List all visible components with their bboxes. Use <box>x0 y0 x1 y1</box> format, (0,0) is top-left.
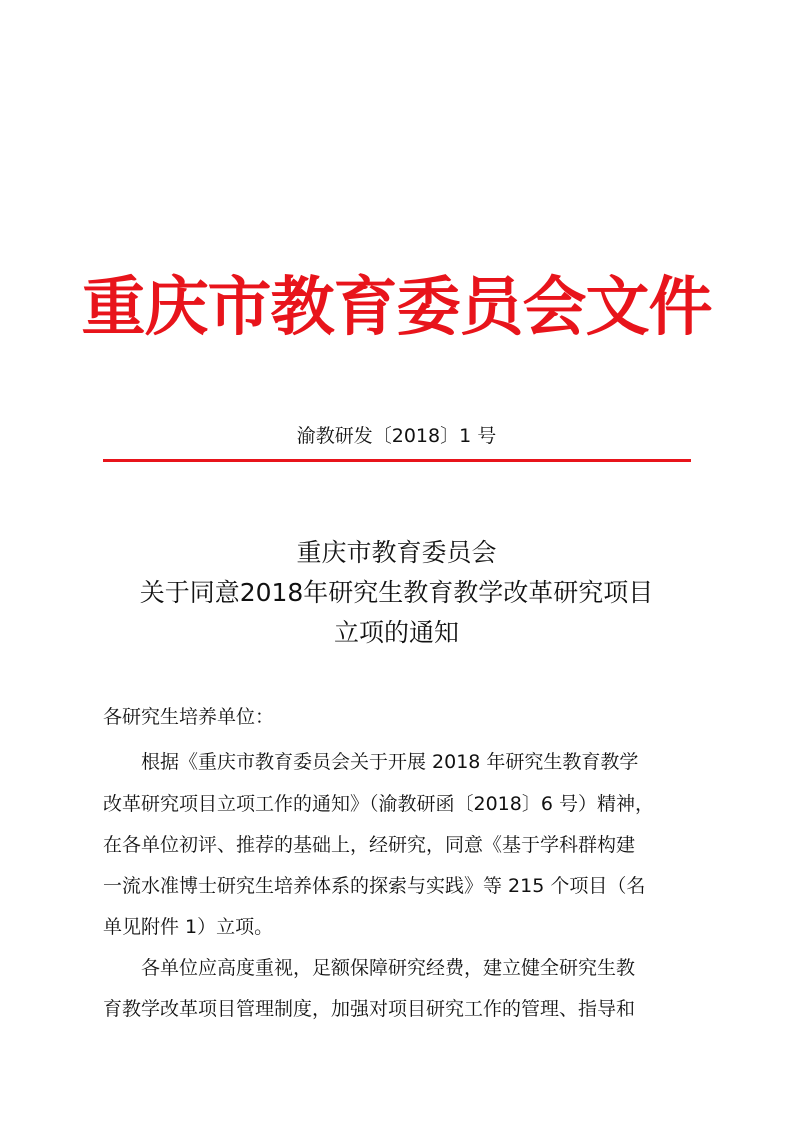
notice-title-line-3: 立项的通知 <box>333 618 459 647</box>
notice-title-line-1: 重庆市教育委员会 <box>296 538 497 567</box>
document-number: 渝教研发〔2018〕1 号 <box>296 425 497 447</box>
paragraph-1-line-4: 一流水准博士研究生培养体系的探索与实践》等 215 个项目（名 <box>103 875 646 897</box>
paragraph-1-line-2: 改革研究项目立项工作的通知》（渝教研函〔2018〕6 号）精神， <box>103 793 654 815</box>
notice-title-line-2: 关于同意2018年研究生教育教学改革研究项目 <box>139 578 654 607</box>
red-divider-line <box>103 459 691 462</box>
paragraph-2-line-1: 各单位应高度重视，足额保障研究经费，建立健全研究生教 <box>141 957 636 979</box>
paragraph-1-line-3: 在各单位初评、推荐的基础上，经研究，同意《基于学科群构建 <box>103 834 636 856</box>
document-header-title: 重庆市教育委员会文件 <box>81 271 712 345</box>
paragraph-1-line-1: 根据《重庆市教育委员会关于开展 2018 年研究生教育教学 <box>141 751 639 773</box>
paragraph-2-line-2: 育教学改革项目管理制度，加强对项目研究工作的管理、指导和 <box>103 998 636 1020</box>
notice-title <box>0 533 793 653</box>
paragraph-1-line-5: 单见附件 1）立项。 <box>103 916 274 938</box>
salutation: 各研究生培养单位： <box>103 706 275 728</box>
